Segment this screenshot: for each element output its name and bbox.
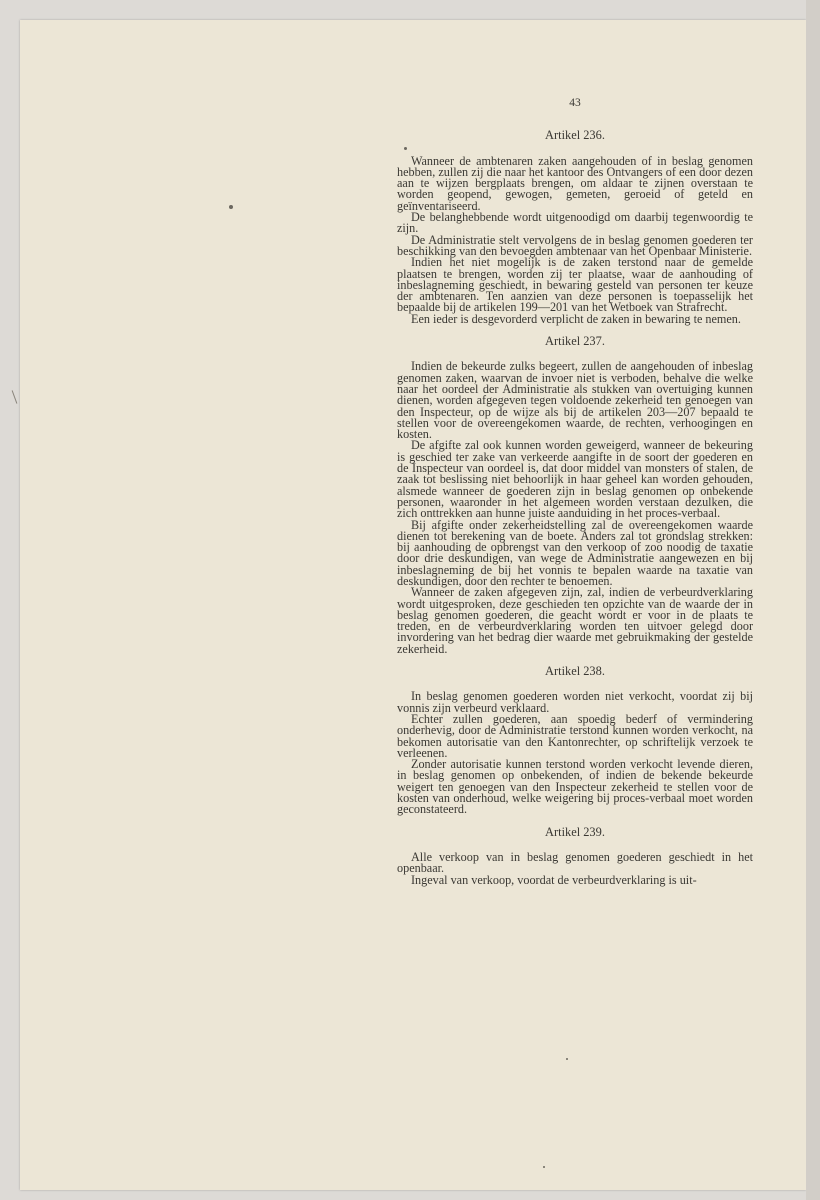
article-heading: Artikel 238. xyxy=(545,664,605,679)
ink-speck xyxy=(566,1058,568,1060)
paragraph: De afgifte zal ook kunnen worden geweigerd, wanneer de bekeuring is geschied ter zake van verkeerde aangifte in de soort der goederen en de Inspecteur van oordeel is, dat door middel van monsters of stalen, de zaak tot beslissing niet behoorlijk in haar geheel kan worden gehouden, alsmede wanneer de goederen zijn in beslag genomen op onbekende personen, waaronder in het algemeen worden verstaan dezulken, die zich onttrekken aan hunne juiste aanduiding in het proces-verbaal. xyxy=(397,438,753,521)
article-237 xyxy=(397,336,753,655)
paragraph: In beslag genomen goederen worden niet verkocht, voordat zij bij vonnis zijn verbeurd verklaard. xyxy=(397,689,753,715)
paragraph: De belanghebbende wordt uitgenoodigd om daarbij tegenwoordig te zijn. xyxy=(397,210,753,236)
paragraph: Een ieder is desgevorderd verplicht de zaken in bewaring te nemen. xyxy=(411,311,741,326)
paragraph: De Administratie stelt vervolgens de in beslag genomen goederen ter beschikking van den bevoegden ambtenaar van het Openbaar Ministerie. xyxy=(397,232,753,258)
article-239 xyxy=(397,824,753,887)
article-heading: Artikel 239. xyxy=(545,824,605,839)
paragraph: Echter zullen goederen, aan spoedig bederf of vermindering onderhevig, door de Administratie terstond kunnen worden verkocht, na bekomen autorisatie van den Kantonrechter, op schriftelijk verzoek te verleenen. xyxy=(397,711,753,760)
paragraph: Bij afgifte onder zekerheidstelling zal de overeengekomen waarde dienen tot berekening van de boete. Anders zal tot grondslag strekken: bij aanhouding de opbrengst van den verkoop of zoo noodig de taxatie door drie deskundigen, van wege de Administratie aangewezen en bij inbeslagneming de bij het vonnis te bepalen waarde na taxatie van deskundigen, door den rechter te benoemen. xyxy=(397,517,753,588)
paragraph: Zonder autorisatie kunnen terstond worden verkocht levende dieren, in beslag genomen op onbekenden, of indien de bekende bekeurde weigert ten genoegen van den Inspecteur zekerheid te stellen voor de kosten van onderhoud, welke weigering bij proces-verbaal moet worden geconstateerd. xyxy=(397,757,753,817)
article-heading: Artikel 237. xyxy=(545,334,605,349)
paragraph: Wanneer de zaken afgegeven zijn, zal, indien de verbeurdverklaring wordt uitgesproken, deze geschieden ten opzichte van de waarde der in beslag genomen goederen, die geacht wordt er voor in de plaats te treden, en de verbeurdverklaring worden ten uitvoer gelegd door invordering van het bedrag dier waarde met gebruikmaking der gestelde zekerheid. xyxy=(397,585,753,656)
paragraph: Alle verkoop van in beslag genomen goederen geschiedt in het openbaar. xyxy=(397,849,753,876)
paper-mark xyxy=(12,390,18,403)
ink-speck xyxy=(229,205,233,209)
paragraph: Ingeval van verkoop, voordat de verbeurdverklaring is uit- xyxy=(411,872,697,887)
paragraph: Indien de bekeurde zulks begeert, zullen de aangehouden of inbeslag genomen zaken, waarvan de invoer niet is verboden, behalve die welke naar het oordeel der Administratie als stukken van overtuiging kunnen dienen, worden afgegeven tegen voldoende zekerheid ten genoegen van den Inspecteur, op de wijze als bij de artikelen 203—207 bepaald te stellen voor de overeengekomen waarde, de rechten, verhoogingen en kosten. xyxy=(397,359,753,442)
article-236 xyxy=(397,130,753,325)
article-heading: Artikel 236. xyxy=(545,128,605,143)
text-column xyxy=(397,98,753,886)
ink-speck xyxy=(543,1166,545,1168)
article-238 xyxy=(397,666,753,816)
paragraph: Indien het niet mogelijk is de zaken terstond naar de gemelde plaatsen te brengen, worden zij ter plaatse, waar de aanhouding of inbeslagneming geschiedt, in bewaring gesteld van personen ter keuze der ambtenaren. Ten aanzien van deze personen is toepasselijk het bepaalde bij de artikelen 199—201 van het Wetboek van Strafrecht. xyxy=(397,255,753,315)
page-number: 43 xyxy=(569,97,581,109)
paragraph: Wanneer de ambtenaren zaken aangehouden of in beslag genomen hebben, zullen zij die naar het kantoor des Ontvangers of een door dezen aan te wijzen bergplaats brengen, om aldaar te zijnen overstaan te worden geopend, gewogen, gemeten, geroeid of geteld en geïnventariseerd. xyxy=(397,153,753,213)
scan-edge xyxy=(806,0,820,1200)
